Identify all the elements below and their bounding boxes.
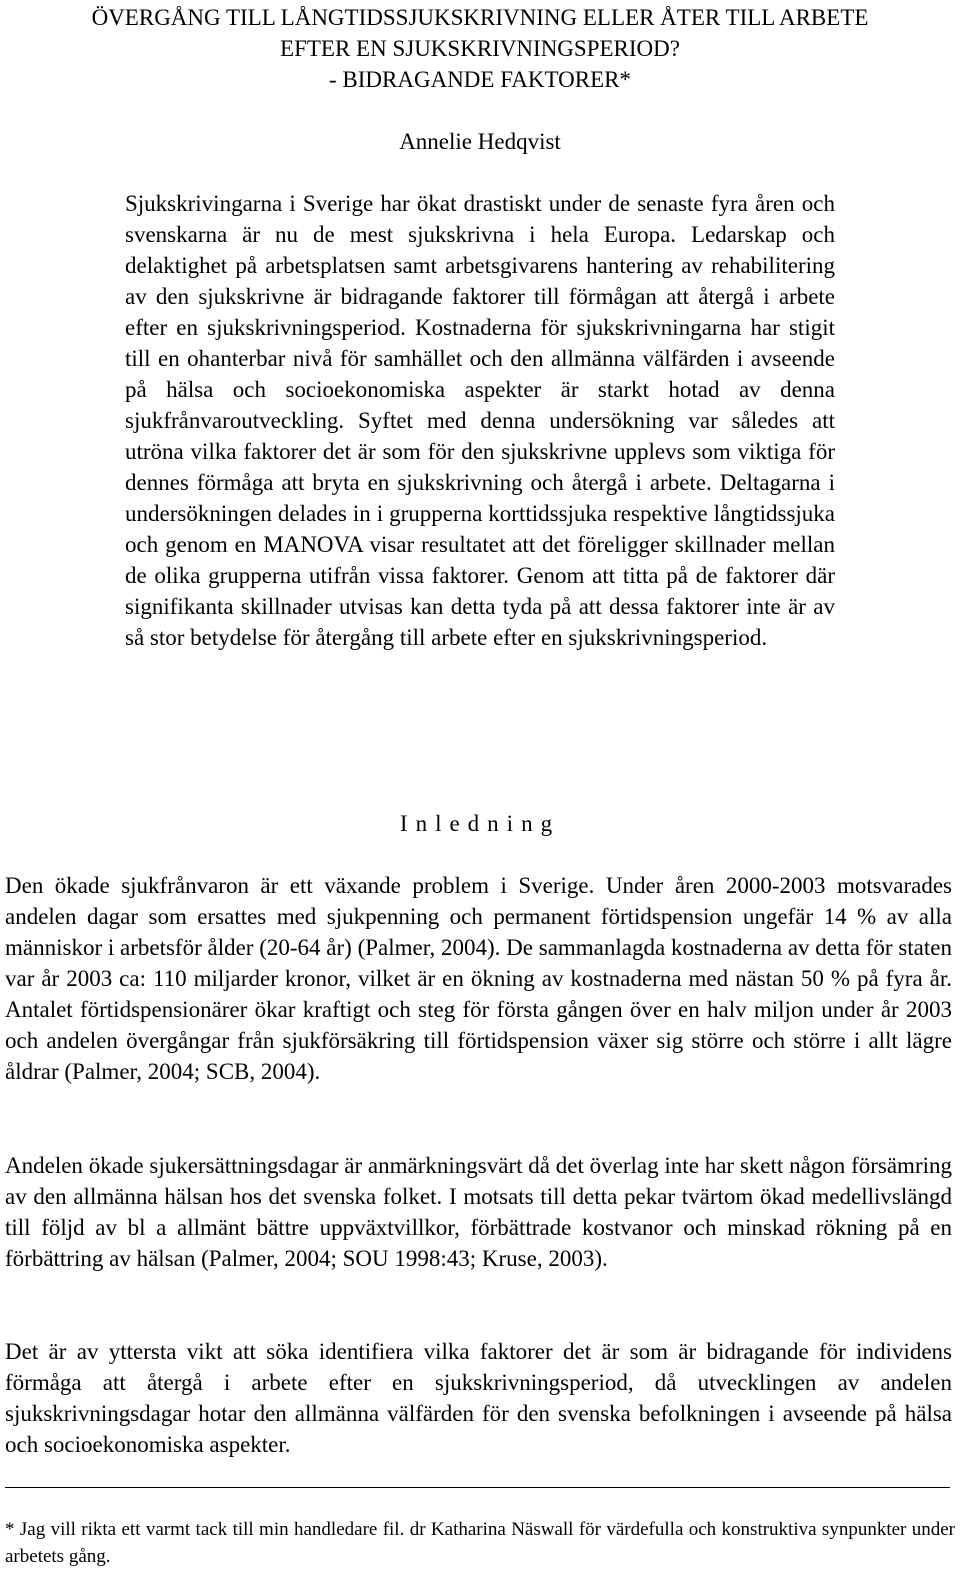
author-name: Annelie Hedqvist (399, 129, 561, 154)
body-paragraph-1: Den ökade sjukfrånvaron är ett växande problem i Sverige. Under åren 2000-2003 motsvarades andelen dagar som ersattes med sjukpenning och permanent förtidspension ungefär 14 % av alla människor i arbetsför ålder (20-64 år) (Palmer, 2004). De sammanlagda kostnaderna av detta för staten var år 2003 ca: 110 miljarder kronor, vilket är en ökning av kostnaderna med nästan 50 % på fyra år. Antalet förtidspensionärer ökar kraftigt och steg för första gången över en halv miljon under år 2003 och andelen övergångar från sjukförsäkring till förtidspension växer sig större och större i allt lägre åldrar (Palmer, 2004; SCB, 2004). (5, 873, 952, 1084)
body-paragraph-2: Andelen ökade sjukersättningsdagar är anmärkningsvärt då det överlag inte har skett någon försämring av den allmänna hälsan hos det svenska folket. I motsats till detta pekar tvärtom ökad medellivslängd till följd av bl a allmänt bättre uppväxtvillkor, förbättrade kostvanor och minskad rökning på en förbättring av hälsan (Palmer, 2004; SOU 1998:43; Kruse, 2003). (5, 1153, 952, 1271)
title-line-3: - BIDRAGANDE FAKTORER* (329, 67, 631, 92)
footnote-divider (5, 1487, 950, 1488)
section-heading-inledning: Inledning (399, 811, 561, 836)
abstract: Sjukskrivingarna i Sverige har ökat drastiskt under de senaste fyra åren och svenskarna är nu de mest sjukskrivna i hela Europa. Ledarskap och delaktighet på arbetsplatsen samt arbetsgivarens hantering av rehabilitering av den sjukskrivne är bidragande faktorer till förmågan att återgå i arbete efter en sjukskrivningsperiod. Kostnaderna för sjukskrivningarna har stigit till en ohanterbar nivå för samhället och den allmänna välfärden i avseende på hälsa och socioekonomiska aspekter är starkt hotad av denna sjukfrånvaroutveckling. Syftet med denna undersökning var således att utröna vilka faktorer det är som för den sjukskrivne upplevs som viktiga för dennes förmåga att bryta en sjukskrivning och återgå i arbete. Deltagarna i undersökningen delades in i grupperna korttidssjuka respektive långtidssjuka och genom en MANOVA visar resultatet att det föreligger skillnader mellan de olika grupperna utifrån vissa faktorer. Genom att titta på de faktorer där signifikanta skillnader utvisas kan detta tyda på att dessa faktorer inte är av så stor betydelse för återgång till arbete efter en sjukskrivningsperiod. (125, 191, 835, 650)
footnote: * Jag vill rikta ett varmt tack till min handledare fil. dr Katharina Näswall för värdefulla och konstruktiva synpunkter under arbetets gång. (5, 1519, 955, 1567)
title-line-1: ÖVERGÅNG TILL LÅNGTIDSSJUKSKRIVNING ELLER ÅTER TILL ARBETE (91, 5, 869, 30)
title-line-2: EFTER EN SJUKSKRIVNINGSPERIOD? (280, 36, 680, 61)
body-paragraph-3: Det är av yttersta vikt att söka identifiera vilka faktorer det är som är bidragande för individens förmåga att återgå i arbete efter en sjukskrivningsperiod, då utvecklingen av andelen sjukskrivningsdagar hotar den allmänna välfärden för den svenska befolkningen i avseende på hälsa och socioekonomiska aspekter. (5, 1339, 952, 1457)
